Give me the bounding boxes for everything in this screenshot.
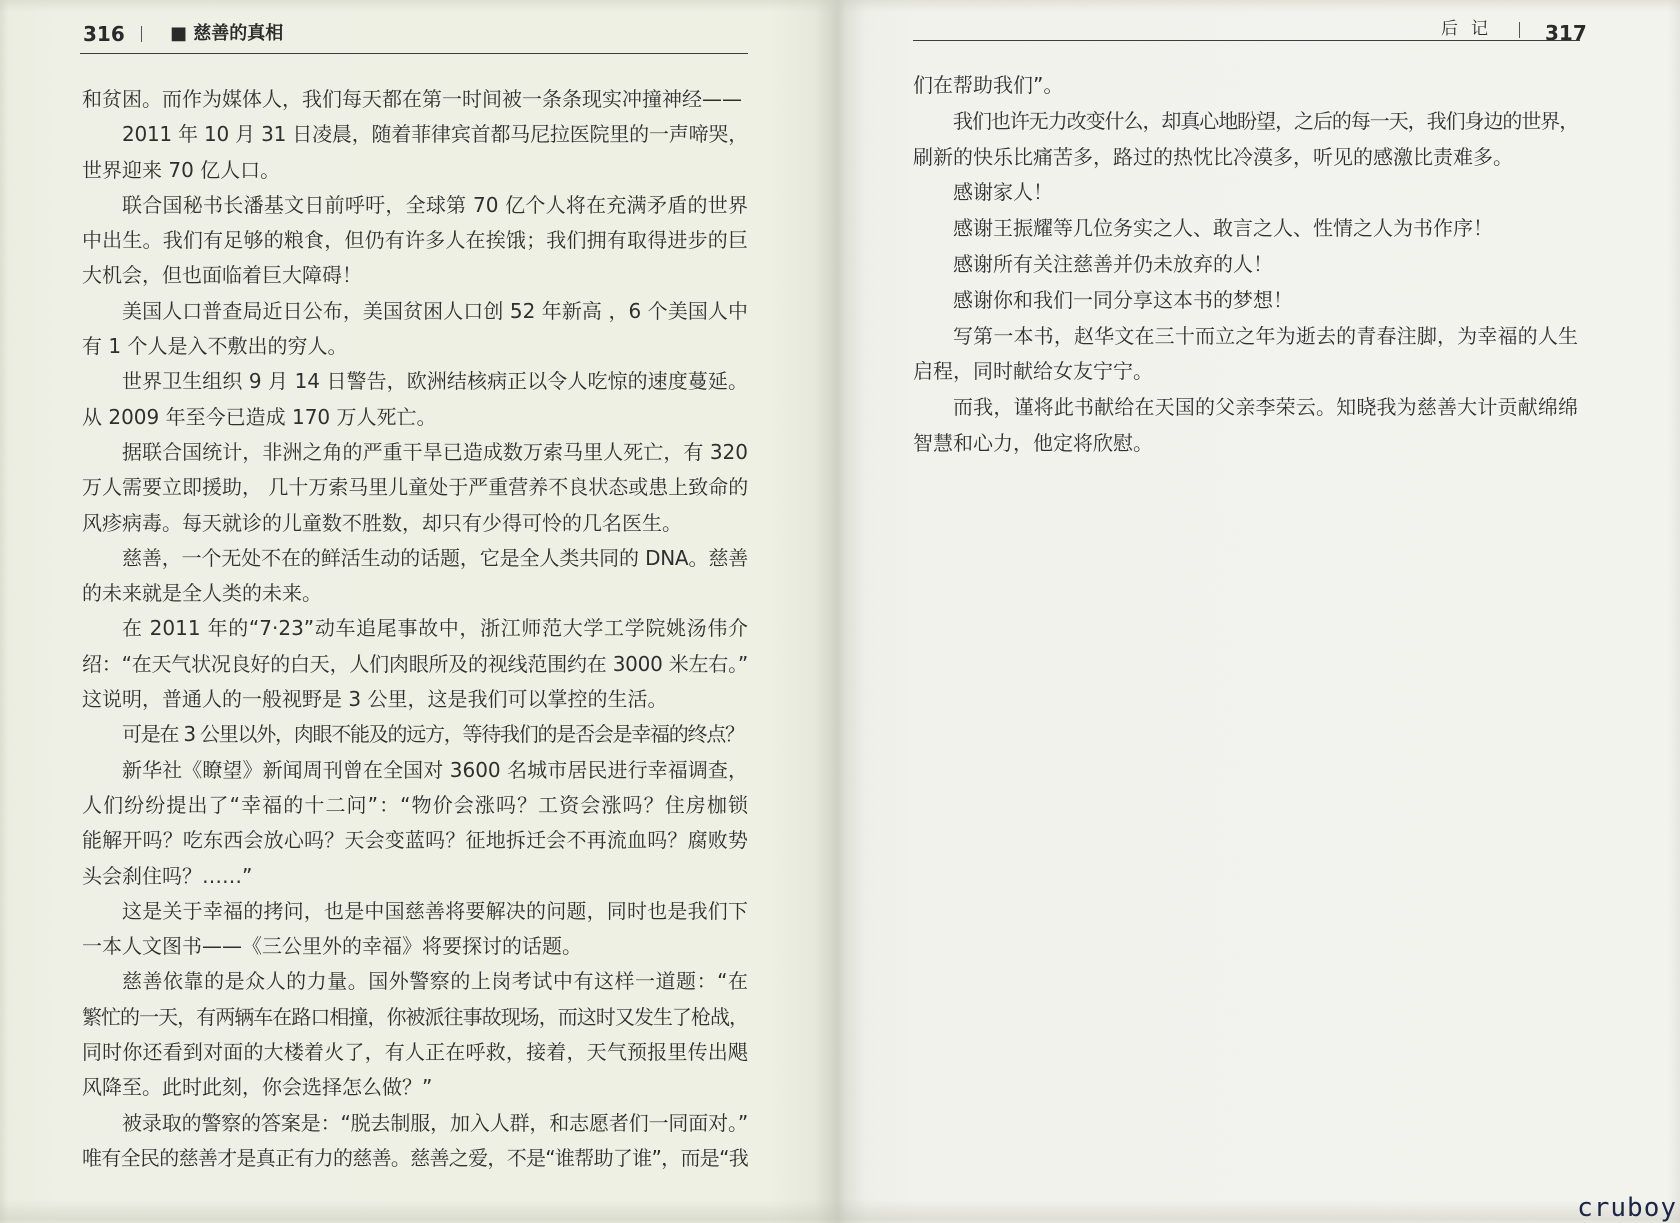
paragraph xyxy=(82,717,748,752)
text-line: 慈善依靠的是众人的力量。国外警察的上岗考试中有这样一道题：“在 xyxy=(122,969,748,994)
text-line: 风降至。此时此刻，你会选择怎么做？” xyxy=(82,1075,433,1100)
paragraph xyxy=(82,753,748,894)
page-number: 316 xyxy=(83,22,125,46)
text-line: 感谢所有关注慈善并仍未放弃的人！ xyxy=(953,251,1273,276)
text-line: 被录取的警察的答案是：“脱去制服，加入人群，和志愿者们一同面对。” xyxy=(122,1110,748,1135)
paragraph xyxy=(913,247,1578,283)
text-line: 有 1 个人是入不敷出的穷人。 xyxy=(82,334,348,359)
text-line: 万人需要立即援助， 几十万索马里儿童处于严重营养不良状态或患上致命的 xyxy=(82,475,748,500)
paragraph xyxy=(82,82,748,117)
left-page xyxy=(0,0,840,1220)
text-line: 据联合国统计，非洲之角的严重干旱已造成数万索马里人死亡，有 320 xyxy=(122,439,748,464)
text-line: 新华社《瞭望》新闻周刊曾在全国对 3600 名城市居民进行幸福调查， xyxy=(122,757,748,782)
text-line: 大机会，但也面临着巨大障碍！ xyxy=(82,263,362,288)
text-line: 感谢家人！ xyxy=(953,180,1053,205)
text-line: 们在帮助我们”。 xyxy=(913,73,1064,97)
paragraph xyxy=(82,364,748,435)
text-line: 风疹病毒。每天就诊的儿童数不胜数，却只有少得可怜的几名医生。 xyxy=(82,510,682,535)
paragraph xyxy=(82,117,748,188)
paragraph xyxy=(82,435,748,541)
running-head: 后记 xyxy=(1441,19,1501,39)
text-line: 这说明，普通人的一般视野是 3 公里，这是我们可以掌控的生活。 xyxy=(82,687,668,712)
text-line: 感谢你和我们一同分享这本书的梦想！ xyxy=(953,287,1293,312)
text-line: 一本人文图书——《三公里外的幸福》将要探讨的话题。 xyxy=(82,934,582,959)
text-line: 这是关于幸福的拷问，也是中国慈善将要解决的问题，同时也是我们下 xyxy=(122,898,748,923)
text-line: 可是在 3 公里以外，肉眼不能及的远方，等待我们的是否会是幸福的终点？ xyxy=(122,722,744,747)
text-line: 慈善，一个无处不在的鲜活生动的话题，它是全人类共同的 DNA。慈善 xyxy=(122,545,748,570)
text-line: 唯有全民的慈善才是真正有力的慈善。慈善之爱，不是“谁帮助了谁”，而是“我 xyxy=(82,1145,748,1170)
header-separator xyxy=(141,26,142,42)
paragraph xyxy=(913,283,1578,319)
body-text xyxy=(82,82,748,1176)
text-line: 同时你还看到对面的大楼着火了，有人正在呼救，接着，天气预报里传出飓 xyxy=(82,1040,748,1065)
text-line: 的未来就是全人类的未来。 xyxy=(82,581,322,606)
text-line: 世界卫生组织 9 月 14 日警告，欧洲结核病正以令人吃惊的速度蔓延。 xyxy=(122,369,748,394)
paragraph xyxy=(82,894,748,965)
right-page xyxy=(840,0,1680,1223)
paragraph xyxy=(82,188,748,294)
text-line: 我们也许无力改变什么，却真心地盼望，之后的每一天，我们身边的世界， xyxy=(953,108,1578,133)
text-line: 而我，谨将此书献给在天国的父亲李荣云。知晓我为慈善大计贡献绵绵 xyxy=(953,395,1578,420)
header-rule xyxy=(913,40,1580,41)
watermark: cruboy xyxy=(1577,1193,1677,1223)
text-line: 从 2009 年至今已造成 170 万人死亡。 xyxy=(82,404,437,429)
body-text xyxy=(913,68,1578,462)
text-line: 在 2011 年的“7·23”动车追尾事故中，浙江师范大学工学院姚汤伟介 xyxy=(122,616,748,641)
paragraph xyxy=(913,104,1578,176)
header-rule xyxy=(80,53,748,54)
text-line: 头会刹住吗？……” xyxy=(82,863,253,888)
text-line: 写第一本书，赵华文在三十而立之年为逝去的青春注脚，为幸福的人生 xyxy=(953,323,1578,348)
text-line: 绍：“在天气状况良好的白天，人们肉眼所及的视线范围约在 3000 米左右。” xyxy=(82,651,748,676)
text-line: 刷新的快乐比痛苦多，路过的热忱比冷漠多，听见的感激比责难多。 xyxy=(913,144,1513,169)
text-line: 能解开吗？吃东西会放心吗？天会变蓝吗？征地拆迁会不再流血吗？腐败势 xyxy=(82,828,748,853)
text-line: 人们纷纷提出了“幸福的十二问”：“物价会涨吗？工资会涨吗？住房枷锁 xyxy=(82,792,748,817)
text-line: 繁忙的一天，有两辆车在路口相撞，你被派往事故现场，而这时又发生了枪战， xyxy=(82,1004,748,1029)
running-head: ■ 慈善的真相 xyxy=(170,23,284,44)
page-number: 317 xyxy=(1545,21,1587,45)
text-line: 2011 年 10 月 31 日凌晨，随着菲律宾首都马尼拉医院里的一声啼哭， xyxy=(122,122,748,147)
text-line: 中出生。我们有足够的粮食，但仍有许多人在挨饿；我们拥有取得进步的巨 xyxy=(82,228,748,253)
paragraph xyxy=(913,211,1578,247)
text-line: 美国人口普查局近日公布，美国贫困人口创 52 年新高 ，6 个美国人中 xyxy=(122,298,748,323)
paragraph xyxy=(82,611,748,717)
paragraph xyxy=(913,390,1578,462)
text-line: 智慧和心力，他定将欣慰。 xyxy=(913,430,1153,455)
paragraph xyxy=(913,68,1578,104)
text-line: 启程，同时献给女友宁宁。 xyxy=(913,359,1153,384)
text-line: 世界迎来 70 亿人口。 xyxy=(82,157,281,182)
paragraph xyxy=(82,541,748,612)
paragraph xyxy=(82,294,748,365)
paragraph xyxy=(82,964,748,1105)
header-separator xyxy=(1519,22,1520,38)
text-line: 感谢王振耀等几位务实之人、敢言之人、性情之人为书作序！ xyxy=(953,216,1493,241)
text-line: 联合国秘书长潘基文日前呼吁，全球第 70 亿个人将在充满矛盾的世界 xyxy=(122,192,748,217)
paragraph xyxy=(82,1106,748,1177)
paragraph xyxy=(913,319,1578,391)
text-line: 和贫困。而作为媒体人，我们每天都在第一时间被一条条现实冲撞神经—— xyxy=(82,87,742,111)
paragraph xyxy=(913,175,1578,211)
